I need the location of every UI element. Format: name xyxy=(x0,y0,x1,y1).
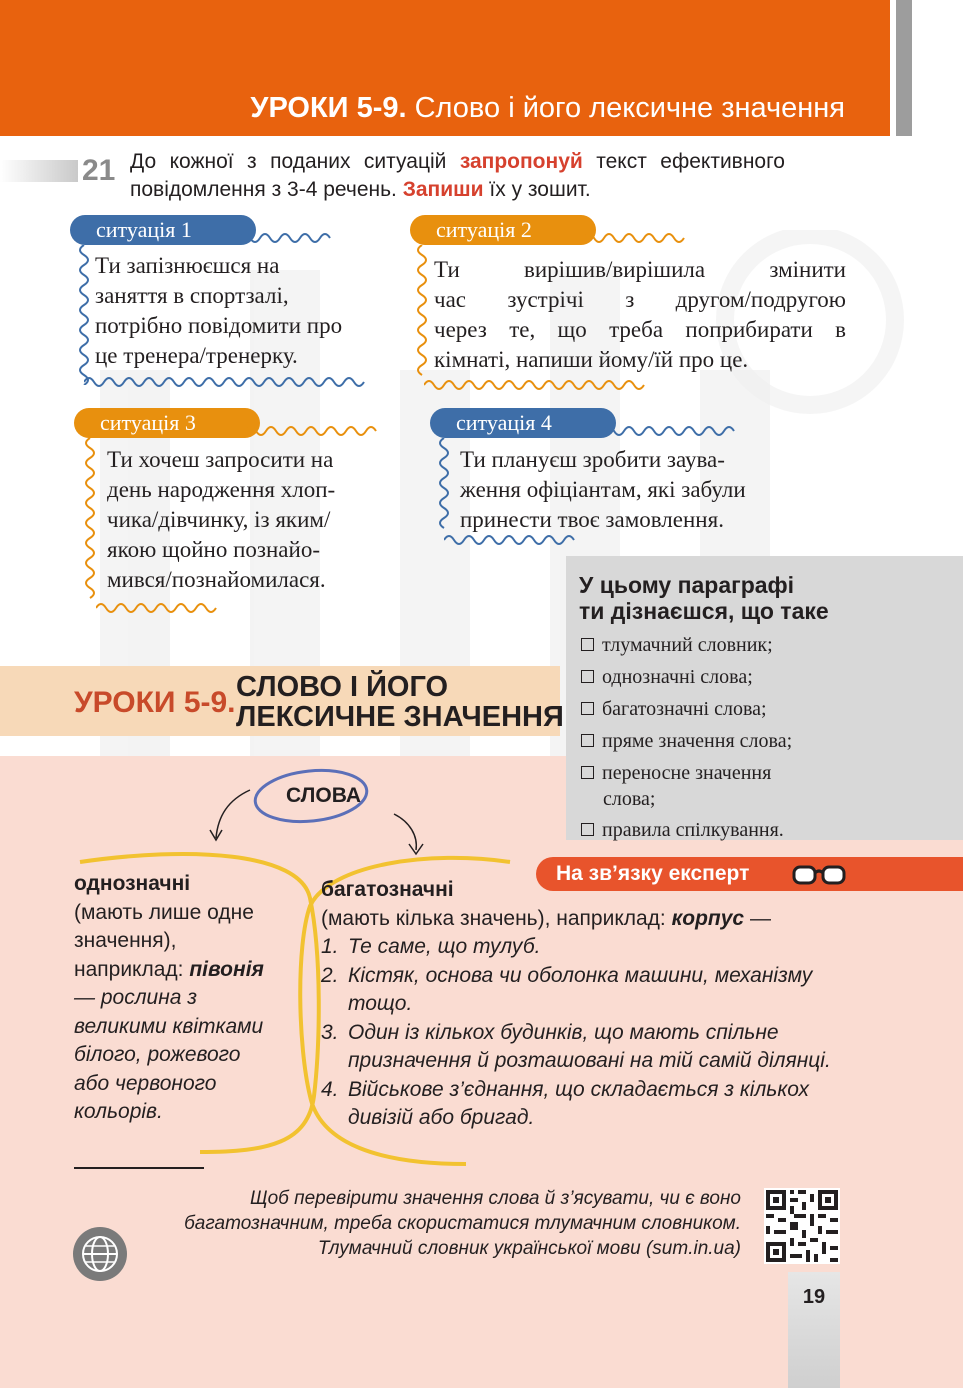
checkbox-icon xyxy=(581,670,594,683)
learn-item: однозначні слова; xyxy=(581,664,753,690)
wave-decoration xyxy=(584,228,694,248)
task-text: До кожної з поданих ситуацій запропонуй текст ефективного повідомлення з 3-4 речень. Запиши їх у зошит. xyxy=(130,150,785,201)
learn-item: правила спілкування. xyxy=(581,817,784,843)
checkbox-icon xyxy=(581,702,594,715)
single-meaning-text: (мають лише одне значення), наприклад: півонія — рослина з великими квітками білого, рожевого або червоного кольорів. xyxy=(74,900,264,1123)
learn-box-heading: У цьому параграфі ти дізнаєшся, що таке xyxy=(579,572,829,624)
globe-icon[interactable] xyxy=(72,1226,128,1282)
wave-decoration xyxy=(246,421,386,441)
learn-item: багатозначні слова; xyxy=(581,696,767,722)
meaning-item: 1. Те саме, що тулуб. xyxy=(321,935,541,958)
learn-item: пряме значення слова; xyxy=(581,728,792,754)
situation-4-label: ситуація 4 xyxy=(430,408,616,438)
learn-item-continued: слова; xyxy=(603,788,656,810)
situation-3-label: ситуація 3 xyxy=(74,408,260,438)
page-number: 19 xyxy=(802,1286,826,1308)
single-meaning-block xyxy=(74,870,274,1127)
meaning-item: 3. Один із кількох будинків, що мають спільне призначення й розташовані на тій самій ділянці. xyxy=(321,1020,831,1072)
wave-decoration xyxy=(412,245,432,385)
situation-4-text: Ти плануєш зробити заува- ження офіціантам, які забули принести твоє замовлення. xyxy=(460,447,746,532)
meaning-item: 2. Кістяк, основа чи оболонка машини, механізму тощо. xyxy=(321,963,813,1015)
expert-banner: На зв’язку експерт xyxy=(536,857,963,891)
task-marker-bar xyxy=(0,160,78,182)
wave-decoration xyxy=(74,245,94,385)
situation-1-text: Ти запізнюєшся на заняття в спортзалі, потрібно повідомити про це тренера/тренерку. xyxy=(95,253,343,368)
header-edge xyxy=(896,0,912,136)
qr-code-icon[interactable] xyxy=(764,1188,840,1264)
wave-decoration xyxy=(240,228,340,248)
header-title: УРОКИ 5-9. Слово і його лексичне значення xyxy=(250,92,845,124)
learn-item: тлумачний словник; xyxy=(581,632,773,658)
multi-meaning-block xyxy=(321,876,861,1133)
situation-3-text: Ти хочеш запросити на день народження хлоп- чика/дівчинку, із яким/ якою щойно познайо- мився/познайомилася. xyxy=(107,447,336,592)
learn-item: переносне значення xyxy=(581,760,771,786)
task-number: 21 xyxy=(82,154,116,187)
section-title: СЛОВО І ЙОГО ЛЕКСИЧНЕ ЗНАЧЕННЯ xyxy=(236,671,564,733)
diagram-center-label: СЛОВА xyxy=(286,784,361,807)
multi-meaning-title: багатозначні xyxy=(321,878,454,901)
wave-decoration xyxy=(604,421,744,441)
checkbox-icon xyxy=(581,734,594,747)
wave-decoration xyxy=(84,372,384,392)
wave-decoration xyxy=(434,438,454,538)
checkbox-icon xyxy=(581,823,594,836)
single-meaning-title: однозначні xyxy=(74,872,191,895)
multi-meaning-desc: (мають кілька значень), наприклад: корпус — xyxy=(321,906,771,930)
checkbox-icon xyxy=(581,766,594,779)
wave-decoration xyxy=(424,375,654,395)
footnote-divider xyxy=(74,1167,204,1169)
meanings-list xyxy=(321,933,861,1133)
situation-1-label: ситуація 1 xyxy=(70,215,256,245)
checkbox-icon xyxy=(581,638,594,651)
section-prefix: УРОКИ 5-9. xyxy=(74,686,236,719)
situation-2-text: Ти вирішив/вирішила змінити час зустрічі з другом/подругою через те, що треба поприбирати в кімнаті, напиши йому/їй про це. xyxy=(434,257,846,372)
dictionary-note: Щоб перевірити значення слова й з’ясувати, чи є воно багатозначним, треба скористатися тлумачним словником. Тлумачний словник української мови (sum.in.ua) xyxy=(184,1188,741,1259)
meaning-item: 4. Військове з’єднання, що складається з кількох дивізій або бригад. xyxy=(321,1077,809,1129)
wave-decoration xyxy=(96,598,226,618)
situation-2-label: ситуація 2 xyxy=(410,215,596,245)
wave-decoration xyxy=(80,438,100,608)
